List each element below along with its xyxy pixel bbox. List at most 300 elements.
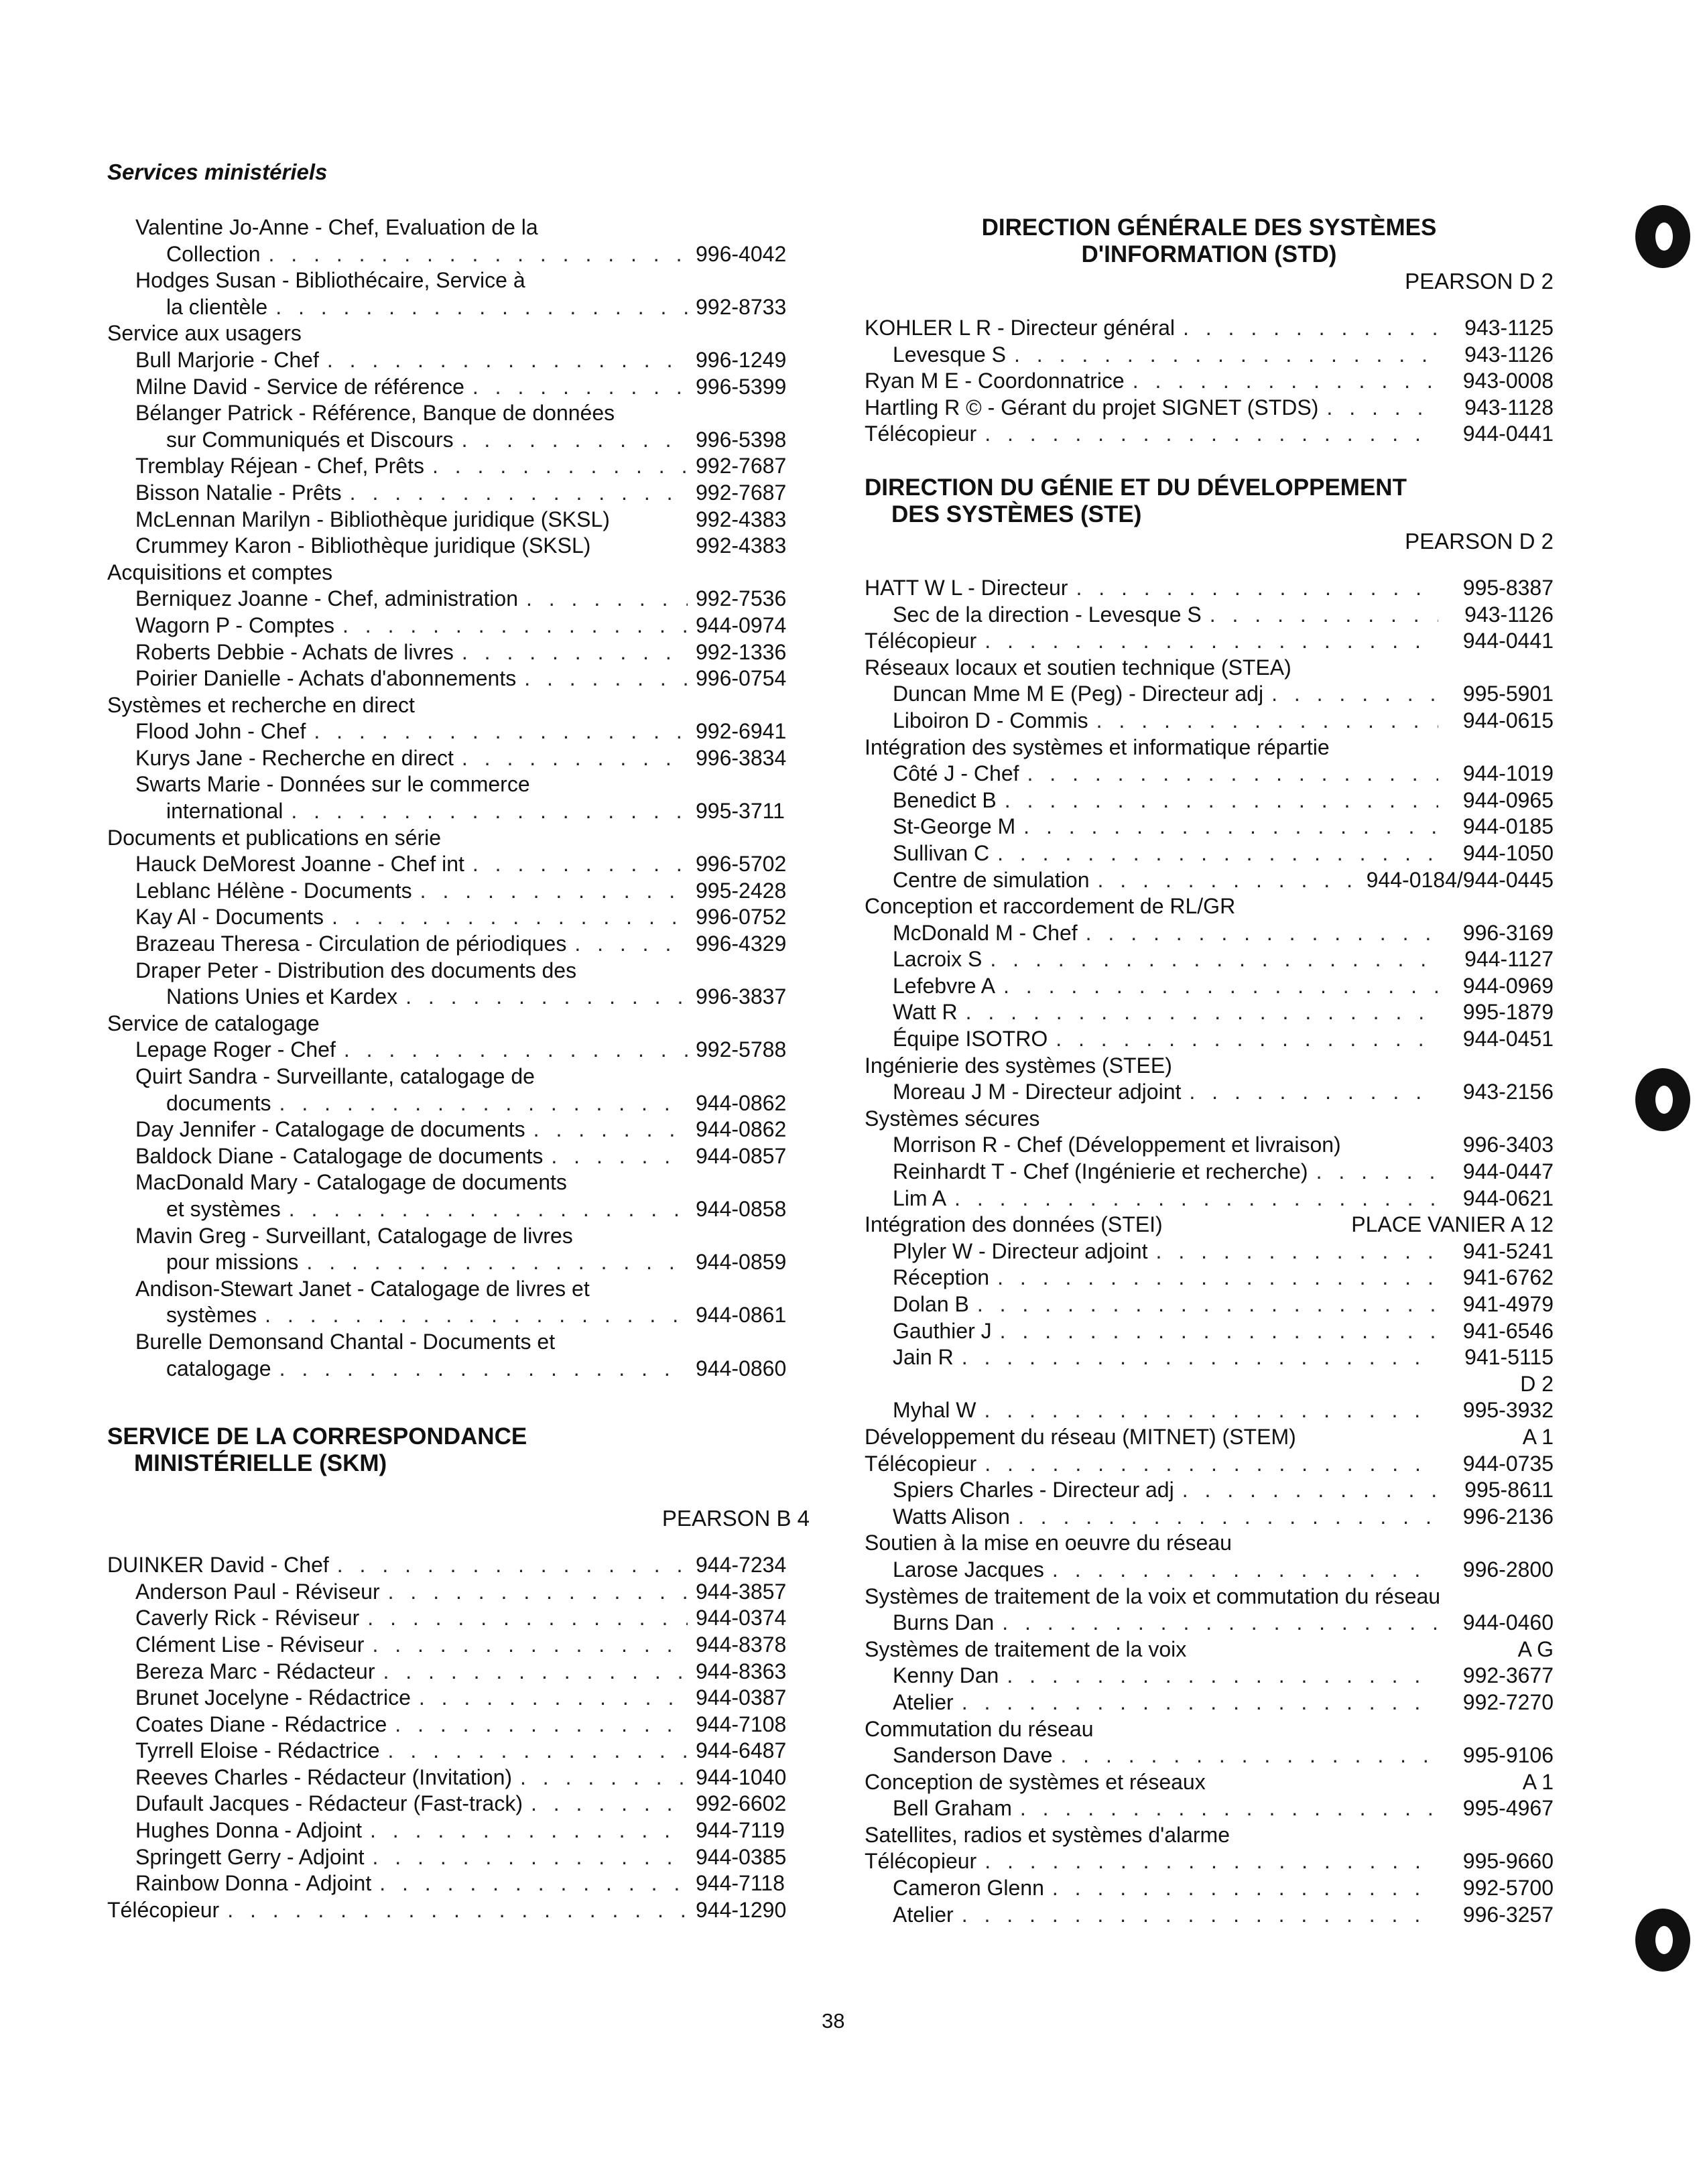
entry-phone: 944-0862 [696,1117,787,1142]
dot-leader [279,1356,688,1383]
dot-leader [405,984,688,1011]
dot-leader [344,1037,688,1064]
directory-entry [107,1037,810,1064]
binder-hole-icon [1635,205,1690,268]
entry-phone: 944-6487 [696,1738,787,1763]
dot-leader [551,1143,688,1170]
dot-leader [997,1265,1438,1291]
skm-directory-list [107,1552,810,1923]
entry-name: Ryan M E - Coordonnatrice [865,369,1125,393]
dot-leader [962,1689,1438,1716]
entry-name: Systèmes sécures [865,1106,1040,1131]
entry-name: Rainbow Donna - Adjoint [135,1871,372,1896]
entry-name: Service de catalogage [107,1011,320,1035]
entry-phone: 992-4383 [696,533,787,558]
entry-phone: 944-0859 [696,1250,787,1275]
directory-entry [865,1742,1554,1769]
directory-entry [107,400,810,427]
dot-leader [977,1291,1438,1318]
entry-phone: 943-1128 [1464,395,1554,420]
section-title [865,474,1554,528]
directory-entry [107,692,810,719]
entry-name: Clément Lise - Réviseur [135,1632,365,1657]
entry-phone: 944-0184/944-0445 [1366,867,1554,892]
dot-leader [985,1848,1438,1875]
directory-entry [107,1196,810,1223]
entry-name: catalogage [166,1356,271,1380]
dot-leader [269,241,688,268]
directory-entry [865,999,1554,1026]
entry-name: Caverly Rick - Réviseur [135,1606,360,1630]
entry-name: Levesque S [893,342,1007,367]
directory-entry [107,427,810,454]
entry-phone: 944-7234 [696,1553,787,1578]
directory-entry [107,1844,810,1871]
entry-phone: 944-3857 [696,1579,787,1604]
entry-name: Réception [893,1265,990,1290]
directory-entry [107,1116,810,1143]
entry-phone: 944-7119 [696,1818,785,1843]
dot-leader [520,1764,688,1791]
directory-entry [107,1169,810,1196]
directory-entry [107,825,810,852]
entry-phone: 944-1040 [696,1764,787,1789]
directory-entry [107,1632,810,1659]
directory-entry [107,1764,810,1791]
entry-name: la clientèle [166,294,268,319]
entry-phone: 995-3932 [1462,1398,1554,1423]
entry-name: Bull Marjorie - Chef [135,347,319,372]
entry-phone: 944-1127 [1464,947,1554,972]
dot-leader [985,628,1438,655]
dot-leader [337,1552,688,1579]
directory-entry [107,1302,810,1329]
directory-entry [865,1159,1554,1185]
entry-name: Bereza Marc - Rédacteur [135,1659,375,1683]
entry-name: Sec de la direction - Levesque S [893,602,1202,627]
dot-leader [279,1090,688,1117]
directory-entry [865,787,1554,814]
dot-leader [388,1738,688,1764]
entry-phone: 992-6941 [696,719,787,744]
dot-leader [1097,867,1358,894]
entry-name: Reeves Charles - Rédacteur (Invitation) [135,1764,513,1789]
entry-name: Benedict B [893,787,997,812]
entry-name: Nations Unies et Kardex [166,984,398,1009]
entry-phone: 943-1125 [1464,316,1554,340]
dot-leader [275,294,688,321]
entry-phone: 944-0441 [1462,422,1554,446]
entry-phone: 996-0752 [696,905,787,929]
entry-name: McDonald M - Chef [893,920,1078,945]
section-title-line: SERVICE DE LA CORRESPONDANCE [107,1423,527,1450]
directory-entry [107,586,810,613]
entry-phone: 941-6546 [1462,1318,1554,1343]
entry-name: Lacroix S [893,947,983,972]
directory-entry [865,973,1554,1000]
directory-entry [107,507,810,533]
entry-name: Myhal W [893,1398,976,1423]
entry-phone: 995-9660 [1462,1849,1554,1874]
directory-entry [865,1848,1554,1875]
entry-phone: 995-4967 [1462,1796,1554,1821]
dot-leader [990,946,1438,973]
entry-name: Springett Gerry - Adjoint [135,1844,365,1869]
dot-leader [984,1397,1438,1424]
page-number: 38 [822,2009,845,2033]
directory-entry [107,347,810,374]
directory-entry [865,628,1554,655]
binder-hole-icon [1635,1068,1690,1131]
entry-name: Bisson Natalie - Prêts [135,480,342,505]
directory-entry [865,1689,1554,1716]
entry-name: KOHLER L R - Directeur général [865,316,1175,340]
dot-leader [954,1185,1438,1212]
entry-name: Atelier [893,1689,954,1714]
directory-entry [107,718,810,745]
entry-phone: 944-0974 [696,613,787,637]
directory-entry [865,1636,1554,1663]
entry-phone: 944-0374 [696,1606,787,1630]
entry-phone: 944-0862 [696,1090,787,1115]
entry-name: Lim A [893,1185,947,1210]
directory-entry [107,1552,810,1579]
dot-leader [1076,575,1438,602]
entry-phone: 944-0858 [696,1196,787,1221]
dot-leader [367,1605,688,1632]
entry-name: Commutation du réseau [865,1716,1094,1741]
entry-phone: 944-1050 [1462,840,1554,865]
entry-name: documents [166,1090,271,1115]
dot-leader [1052,1557,1438,1584]
entry-name: Coates Diane - Rédactrice [135,1712,387,1736]
dot-leader [574,931,688,958]
entry-phone: 944-1019 [1462,761,1554,786]
entry-name: St-George M [893,814,1016,839]
entry-name: Hughes Donna - Adjoint [135,1818,362,1843]
entry-name: et systèmes [166,1196,281,1221]
entry-name: Bell Graham [893,1796,1012,1821]
section-title-line: D'INFORMATION (STD) [1081,241,1337,267]
dot-leader [1086,920,1438,947]
directory-entry [107,798,810,825]
section-location: PEARSON B 4 [661,1506,810,1531]
entry-phone: 944-0621 [1462,1185,1554,1210]
dot-leader [985,1451,1438,1478]
dot-leader [962,1902,1438,1929]
directory-entry [107,904,810,931]
dot-leader [379,1870,688,1897]
entry-name: Milne David - Service de référence [135,374,464,399]
entry-name: Brunet Jocelyne - Rédactrice [135,1685,411,1710]
dot-leader [432,453,688,480]
entry-phone: 992-6602 [696,1791,787,1816]
entry-phone: A 1 [1522,1769,1554,1794]
entry-phone: 944-1290 [696,1897,787,1922]
directory-entry [865,575,1554,602]
entry-name: Documents et publications en série [107,825,442,850]
entry-name: systèmes [166,1303,257,1328]
entry-name: Télécopieur [865,629,977,653]
directory-entry [107,1605,810,1632]
dot-leader [306,1249,688,1276]
directory-entry [865,602,1554,629]
dot-leader [1326,395,1438,422]
directory-entry [107,533,810,560]
dot-leader [395,1712,688,1738]
left-column [107,214,810,1923]
entry-name: Télécopieur [865,1849,977,1874]
entry-phone: 944-0860 [696,1356,787,1380]
entry-name: Reinhardt T - Chef (Ingénierie et recherche) [893,1159,1308,1184]
entry-phone: 996-2136 [1462,1504,1554,1529]
directory-entry [865,1424,1554,1451]
entry-name: Anderson Paul - Réviseur [135,1579,380,1604]
entry-name: Côté J - Chef [893,761,1019,786]
dot-leader [419,1685,688,1712]
std-directory-list [865,315,1554,448]
directory-entry [865,1875,1554,1902]
entry-name: Satellites, radios et systèmes d'alarme [865,1822,1230,1847]
entry-name: Morrison R - Chef (Développement et livraison) [893,1133,1341,1157]
entry-name: Tyrrell Eloise - Rédactrice [135,1738,380,1763]
entry-name: Systèmes de traitement de la voix [865,1636,1187,1661]
entry-phone: 944-0861 [696,1303,787,1328]
entry-phone: 992-7687 [696,480,787,505]
directory-entry [107,1276,810,1303]
entry-phone: 996-3169 [1462,920,1554,945]
dot-leader [420,878,688,905]
directory-entry [865,1822,1554,1849]
entry-phone: 995-5901 [1462,682,1554,706]
entry-phone: 944-7118 [696,1871,785,1896]
directory-entry [107,1143,810,1170]
section-location: PEARSON D 2 [1405,269,1554,294]
directory-entry [865,1079,1554,1106]
entry-name: Watt R [893,1000,958,1025]
entry-phone: 944-0385 [696,1844,787,1869]
dot-leader [1014,342,1438,369]
entry-name: Wagorn P - Comptes [135,613,334,637]
dot-leader [1007,1663,1438,1689]
entry-phone: 944-0447 [1462,1159,1554,1184]
entry-name: Conception de systèmes et réseaux [865,1769,1206,1794]
entry-name: Poirier Danielle - Achats d'abonnements [135,666,517,691]
dot-leader [1183,315,1438,342]
entry-name: Dolan B [893,1292,969,1316]
directory-entry [107,560,810,586]
dot-leader [291,798,688,825]
entry-phone: 944-8363 [696,1659,787,1683]
entry-name: Berniquez Joanne - Chef, administration [135,586,518,611]
entry-name: Watts Alison [893,1504,1010,1529]
dot-leader [1096,708,1438,734]
entry-phone: 996-1249 [696,347,787,372]
entry-phone: 996-2800 [1462,1557,1554,1582]
entry-name: Jain R [893,1345,954,1370]
entry-name: Dufault Jacques - Rédacteur (Fast-track) [135,1791,523,1816]
entry-name: Liboiron D - Commis [893,708,1088,732]
dot-leader [1020,1795,1438,1822]
entry-name: MacDonald Mary - Catalogage de documents [135,1170,567,1195]
directory-entry [107,745,810,772]
entry-name: McLennan Marilyn - Bibliothèque juridique (SKSL) [135,507,610,531]
directory-entry [107,958,810,984]
directory-entry [865,814,1554,840]
entry-name: Baldock Diane - Catalogage de documents [135,1143,544,1168]
directory-entry [865,1238,1554,1265]
entry-name: Service aux usagers [107,321,302,346]
directory-entry [107,1712,810,1738]
dot-leader [531,1791,688,1817]
directory-entry [107,1685,810,1712]
entry-name: Kurys Jane - Recherche en direct [135,745,454,770]
entry-phone: 995-2428 [696,878,787,903]
directory-entry [865,1477,1554,1504]
entry-phone: A 1 [1522,1424,1554,1449]
directory-entry [107,1659,810,1685]
dot-leader [1210,602,1438,629]
directory-entry [865,1265,1554,1291]
entry-phone: 992-7687 [696,454,787,478]
right-column [865,214,1554,1928]
entry-name: Équipe ISOTRO [893,1027,1048,1051]
entry-name: Burelle Demonsand Chantal - Documents et [135,1329,556,1354]
entry-phone: 995-3711 [696,799,785,824]
directory-entry [865,840,1554,867]
dot-leader [1023,814,1438,840]
entry-name: Draper Peter - Distribution des documents des [135,958,577,982]
entry-phone: 992-5788 [696,1037,787,1062]
dot-leader [265,1302,688,1329]
entry-name: Flood John - Chef [135,719,306,744]
directory-entry [107,480,810,507]
entry-name: HATT W L - Directeur [865,575,1068,600]
entry-name: Hartling R © - Gérant du projet SIGNET (STDS) [865,395,1319,420]
directory-entry [107,241,810,268]
entry-phone: 944-8378 [696,1632,787,1657]
entry-name: Duncan Mme M E (Peg) - Directeur adj [893,682,1264,706]
dot-leader [289,1196,688,1223]
directory-entry [865,1557,1554,1584]
dot-leader [533,1116,688,1143]
dot-leader [985,421,1438,448]
directory-entry [865,946,1554,973]
directory-entry [107,639,810,666]
directory-entry [107,931,810,958]
entry-name: Plyler W - Directeur adjoint [893,1238,1148,1263]
entry-name: Systèmes de traitement de la voix et commutation du réseau [865,1584,1441,1608]
section-skm [107,1423,810,1923]
entry-name: Atelier [893,1902,954,1927]
entry-phone: 996-3257 [1462,1902,1554,1927]
entry-phone: 996-5398 [696,427,787,452]
entry-name: Valentine Jo-Anne - Chef, Evaluation de la [135,215,538,239]
entry-phone: 944-0965 [1462,787,1554,812]
entry-name: Sullivan C [893,840,990,865]
directory-entry [865,1053,1554,1080]
entry-phone: 944-0185 [1462,814,1554,839]
entry-name: Centre de simulation [893,867,1090,892]
directory-entry [107,453,810,480]
directory-entry [865,734,1554,761]
entry-name: Andison-Stewart Janet - Catalogage de livres et [135,1276,590,1301]
dot-leader [388,1579,688,1606]
directory-entry [865,395,1554,422]
directory-entry [107,984,810,1011]
entry-phone: A G [1517,1636,1554,1661]
directory-entry [865,1795,1554,1822]
entry-phone: 943-2156 [1462,1080,1554,1104]
directory-entry [107,1817,810,1844]
entry-phone: 992-4383 [696,507,787,531]
entry-name: Day Jennifer - Catalogage de documents [135,1117,525,1142]
directory-entry [107,1064,810,1090]
dot-leader [383,1659,688,1685]
section-ste [865,474,1554,1928]
dot-leader [1052,1875,1438,1902]
entry-name: Quirt Sandra - Surveillante, catalogage de [135,1064,535,1088]
directory-entry [107,613,810,639]
dot-leader [524,665,688,692]
entry-phone: 943-1126 [1464,602,1554,627]
section-title [107,1423,810,1477]
directory-entry [865,893,1554,920]
directory-entry [865,1584,1554,1610]
dot-leader [370,1817,688,1844]
directory-entry [107,374,810,401]
entry-phone: 941-5241 [1462,1238,1554,1263]
dot-leader [462,427,688,454]
directory-entry [865,867,1554,894]
entry-name: Intégration des données (STEI) [865,1212,1163,1237]
directory-entry [107,1249,810,1276]
entry-name: Télécopieur [107,1897,220,1922]
entry-phone: 944-0857 [696,1143,787,1168]
dot-leader [372,1844,688,1871]
entry-name: Intégration des systèmes et informatique répartie [865,734,1330,759]
directory-entry [107,1223,810,1250]
entry-name: Gauthier J [893,1318,992,1343]
entry-name: Hauck DeMorest Joanne - Chef int [135,852,464,877]
entry-phone: 995-8387 [1462,575,1554,600]
entry-name: Télécopieur [865,422,977,446]
dot-leader [1189,1079,1438,1106]
entry-name: Moreau J M - Directeur adjoint [893,1080,1182,1104]
entry-name: Roberts Debbie - Achats de livres [135,639,454,664]
dot-leader [1005,787,1438,814]
directory-entry [865,1397,1554,1424]
dot-leader [462,745,688,772]
entry-phone: 944-0969 [1462,973,1554,998]
directory-entry [107,320,810,347]
entry-phone: 941-4979 [1462,1292,1554,1316]
entry-name: Cameron Glenn [893,1876,1044,1901]
dot-leader [1271,681,1438,708]
dot-leader [997,840,1438,867]
entry-name: Bélanger Patrick - Référence, Banque de données [135,401,615,426]
directory-entry [865,1769,1554,1796]
entry-phone: 996-5399 [696,374,787,399]
directory-entry [107,294,810,321]
dot-leader [1060,1742,1438,1769]
ste-directory-list [865,575,1554,1928]
entry-phone: 944-7108 [696,1712,787,1736]
entry-name: Sanderson Dave [893,1743,1053,1768]
entry-phone: PLACE VANIER A 12 [1351,1212,1554,1237]
entry-name: Crummey Karon - Bibliothèque juridique (SKSL) [135,533,591,558]
section-std [865,214,1554,448]
